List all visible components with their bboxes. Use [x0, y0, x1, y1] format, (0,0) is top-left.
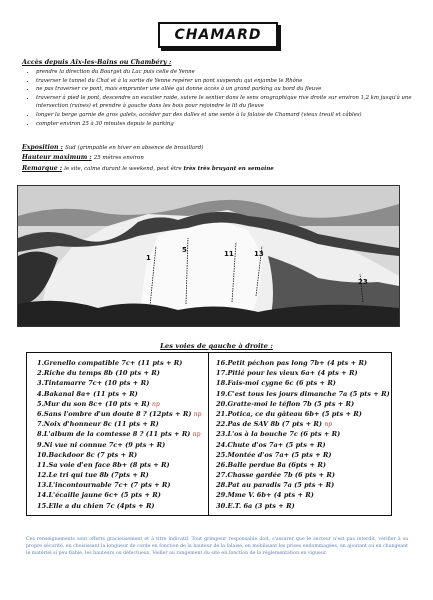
- route-text: 6.Sans l'ombre d'un doute 8 ? (12pts + R): [37, 409, 192, 418]
- route-text: 7.Noix d'honneur 8c (11 pts + R): [37, 420, 159, 429]
- route-item: [37, 399, 213, 409]
- route-item: [37, 419, 213, 429]
- route-text: 10.Backdoor 8c (7 pts + R): [37, 450, 138, 459]
- route-text: 29.Mme V. 6b+ (4 pts + R): [216, 491, 314, 500]
- route-item: [216, 470, 392, 480]
- photo-label: 11: [224, 250, 234, 258]
- route-text: 1.Grenello compatible 7c+ (11 pts + R): [37, 359, 183, 367]
- exposition-line: [22, 144, 203, 151]
- access-item: • longer la berge garnie de gros galets, accéder par des dalles et une sente à la falaise de Chamard (vieux treuil et câbles): [36, 111, 431, 120]
- hauteur-value: 25 mètres environ: [93, 155, 144, 161]
- route-np-badge: np: [192, 431, 201, 439]
- route-item: [37, 470, 213, 480]
- exposition-label: Exposition :: [22, 144, 63, 151]
- remarque-value: le site, calme durant le weekend, peut être: [64, 166, 184, 172]
- route-item: [37, 389, 213, 399]
- route-text: 3.Tintamarre 7c+ (10 pts + R): [37, 379, 150, 388]
- route-text: 2.Riche du temps 8b (10 pts + R): [37, 369, 160, 378]
- route-text: 4.Bakanal 8a+ (11 pts + R): [37, 389, 138, 398]
- photo-label: 5: [182, 246, 187, 254]
- disclaimer-text: Ces renseignements sont offerts gracieusement et à titre indicatif. Tout grimpeur responsable doit, s'assurer que le secteur n'est pas interdit, vérifier à sa propre sécurité, en choisissant la longueur de corde en fonction de la hauteur de la falaise, en mobilisant les prises endommagées, en ajoutant ou en changeant le matériel si peu fiable, les hauteurs ou défectueux. Veiller au rangement du site en fonction de la réglementation en vigueur.: [26, 537, 408, 556]
- route-text: 26.Balle perdue 8a (6pts + R): [216, 460, 326, 469]
- exposition-value: Sud (grimpable en hiver en absence de brouillard): [65, 145, 204, 151]
- routes-right-column: [216, 358, 392, 511]
- route-item: [216, 429, 392, 439]
- route-item: [37, 490, 213, 500]
- title-box: [158, 22, 278, 48]
- route-item: [37, 450, 213, 460]
- route-item: [37, 429, 213, 439]
- route-item: [216, 378, 392, 388]
- route-text: 14.L'écaille jaune 6c+ (5 pts + R): [37, 491, 161, 500]
- remarque-label: Remarque :: [22, 165, 63, 172]
- route-text: 19.C'est tous les jours dimanche 7a (5 pts + R): [216, 389, 390, 398]
- hauteur-line: [22, 154, 144, 161]
- route-text: 22.Pas de SAV 8b (7 pts + R): [216, 420, 323, 429]
- route-item: [216, 409, 392, 419]
- route-item: [216, 389, 392, 399]
- route-item: [216, 450, 392, 460]
- cliff-photo: [17, 185, 400, 327]
- route-text: 11.Sa voie d'en face 8b+ (8 pts + R): [37, 460, 170, 469]
- route-item: [216, 490, 392, 500]
- route-item: [216, 480, 392, 490]
- route-text: 21.Potica, ce du gâteau 6b+ (5 pts + R): [216, 409, 362, 418]
- route-text: 8.L'album de la comtesse 8 ? (11 pts + R): [37, 430, 191, 439]
- access-list: [22, 68, 431, 128]
- access-item: • ne pas traverser ce pont, mais emprunter une allée qui donne accès à un grand parking au bord du fleuve: [36, 85, 431, 94]
- route-item: [216, 460, 392, 470]
- route-item: [37, 378, 213, 388]
- photo-label: 13: [254, 250, 264, 258]
- route-item: [37, 358, 213, 368]
- route-item: [37, 480, 213, 490]
- route-text: 24.Chute d'os 7a+ (5 pts + R): [216, 440, 326, 449]
- route-item: [216, 419, 392, 429]
- page-title: CHAMARD: [174, 27, 262, 43]
- routes-table: [26, 352, 392, 516]
- route-text: 27.Chasse gardée 7b (6 pts + R): [216, 471, 335, 480]
- route-text: 5.Mur du son 8c+ (10 pts + R): [37, 399, 150, 408]
- route-item: [37, 368, 213, 378]
- access-item: • compter environ 25 à 30 minutes depuis le parking: [36, 120, 431, 129]
- route-text: 30.E.T. 6a (3 pts + R): [216, 501, 295, 510]
- route-text: 16.Petit péchon pas long 7b+ (4 pts + R): [216, 359, 368, 367]
- route-item: [37, 501, 213, 511]
- route-text: 13.L'incontournable 7c+ (7 pts + R): [37, 481, 171, 490]
- route-text: 20.Gratte-moi le téflon 7b (5 pts + R): [216, 399, 355, 408]
- route-item: [37, 440, 213, 450]
- access-heading: Accès depuis Aix-les-Bains ou Chambéry :: [22, 58, 172, 66]
- route-text: 9.Ni vue ni connue 7c+ (9 pts + R): [37, 440, 166, 449]
- routes-heading: Les voies de gauche à droite :: [160, 342, 273, 350]
- route-text: 17.Pitié pour les vieux 6a+ (4 pts + R): [216, 369, 358, 378]
- route-text: 15.Elle a du chien 7c (4pts + R): [37, 501, 155, 510]
- route-item: [216, 358, 392, 368]
- photo-label: 23: [358, 278, 368, 286]
- hauteur-label: Hauteur maximum :: [22, 154, 92, 161]
- route-np-badge: np: [193, 410, 202, 418]
- route-item: [216, 501, 392, 511]
- route-text: 23.L'os à la bouche 7c (6 pts + R): [216, 430, 341, 439]
- access-item: • prendre la direction du Bourget du Lac puis celle de Yenne: [36, 68, 431, 77]
- remarque-line: [22, 165, 274, 172]
- photo-label: 1: [146, 254, 151, 262]
- route-text: 25.Montée d'os 7a+ (5 pts + R): [216, 450, 332, 459]
- remarque-bold: très très bruyant en semaine: [183, 166, 274, 172]
- route-text: 12.Le tri qui tue 8b (7pts + R): [37, 471, 149, 480]
- access-item: • traverser le tunnel du Chat et à la sortie de Yenne repérer un pont suspendu qui enjambe le Rhône: [36, 77, 431, 86]
- route-text: 28.Pat au paradis 7a (5 pts + R): [216, 481, 335, 490]
- route-item: [216, 440, 392, 450]
- access-item: • traverser à pied le pont, descendre un escalier raide, suivre le sentier dans le sens orographique rive droite sur environ 1,2 km jusqu'à une intersection (ruines) et prendre à gauche dans les bois pour rejoindre le lit du fleuve: [36, 94, 431, 111]
- route-item: [37, 460, 213, 470]
- route-item: [37, 409, 213, 419]
- route-text: 18.Fais-moi cygne 6c (6 pts + R): [216, 379, 336, 388]
- route-item: [216, 368, 392, 378]
- routes-left-column: [37, 358, 213, 511]
- route-item: [216, 399, 392, 409]
- cliff-photo-svg: [18, 186, 399, 326]
- route-np-badge: np: [324, 421, 333, 429]
- route-np-badge: np: [152, 400, 160, 408]
